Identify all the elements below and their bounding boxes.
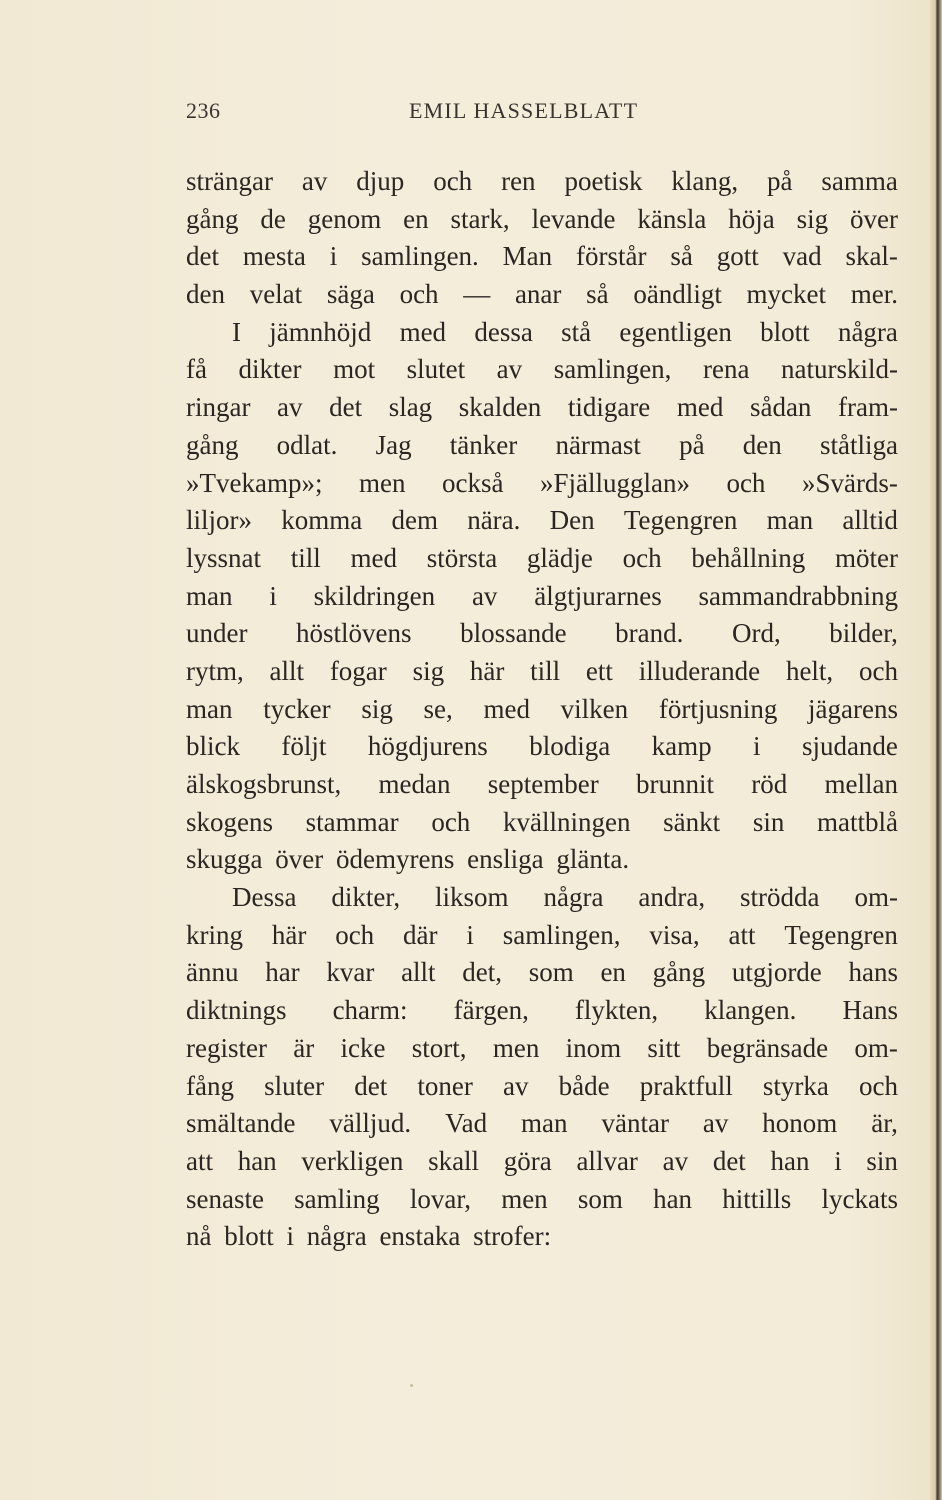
word: sänkt	[663, 806, 721, 837]
word: Den	[549, 505, 595, 536]
word: dessa	[474, 316, 533, 347]
word: kvar	[326, 957, 375, 988]
word: i	[329, 241, 338, 272]
word: visa,	[649, 919, 700, 950]
word: både	[558, 1070, 610, 1101]
word: begränsade	[706, 1032, 829, 1063]
word: —	[463, 279, 491, 310]
word: lovar,	[409, 1183, 471, 1214]
text-line	[186, 351, 898, 389]
word: ren	[501, 166, 536, 196]
word: hittills	[722, 1183, 792, 1214]
word: att	[728, 919, 756, 950]
text-line	[186, 766, 898, 804]
text-line	[186, 804, 898, 842]
word: styrka	[762, 1070, 829, 1101]
word: Dessa	[232, 882, 297, 913]
word: tidigare	[567, 392, 651, 423]
word: och	[859, 1070, 898, 1101]
word: höstlövens	[296, 618, 412, 649]
word: fång	[186, 1070, 234, 1101]
word: honom	[762, 1108, 838, 1139]
word: I	[232, 316, 241, 347]
word: behållning	[691, 542, 806, 573]
word: med	[483, 693, 530, 724]
word: allt	[401, 957, 436, 988]
word: liljor»	[186, 505, 252, 536]
word: i	[753, 731, 761, 762]
text-line	[186, 917, 898, 955]
word: sluter	[264, 1070, 325, 1101]
text-line: skugga över ödemyrens ensliga glänta.	[186, 844, 630, 875]
word: lyckats	[821, 1183, 898, 1214]
word: verkligen	[301, 1145, 404, 1176]
word: mycket	[746, 279, 827, 310]
word: de	[260, 203, 286, 234]
text-line	[186, 1105, 898, 1143]
word: förstår	[576, 241, 647, 272]
word: stort,	[411, 1032, 467, 1063]
word: mer.	[850, 279, 898, 310]
text-line	[186, 540, 898, 578]
word: velat	[249, 279, 303, 310]
word: skogens	[186, 806, 273, 837]
text-line	[186, 954, 898, 992]
word: sig	[361, 693, 393, 724]
word: Tegengren	[784, 919, 898, 950]
word: dem	[391, 505, 438, 536]
text-line	[186, 1030, 898, 1068]
word: glädje	[526, 542, 593, 573]
word: av	[503, 1070, 529, 1101]
word: och	[622, 542, 662, 573]
word: september	[487, 769, 599, 799]
text-line	[186, 615, 898, 653]
text-line	[186, 314, 898, 352]
word: skildringen	[313, 580, 436, 611]
word: som	[528, 957, 574, 988]
word: allvar	[576, 1145, 638, 1176]
text-line: nå blott i några enstaka strofer:	[186, 1221, 552, 1252]
word: förtjusning	[658, 693, 778, 724]
word: det	[712, 1145, 746, 1176]
paper-speck	[410, 1384, 413, 1387]
word: blossande	[460, 618, 567, 649]
word: den	[186, 279, 225, 310]
word: lyssnat	[186, 542, 262, 573]
word: i	[466, 919, 474, 950]
word: men	[358, 467, 406, 498]
word: med	[676, 392, 724, 423]
word: stammar	[305, 806, 399, 837]
word: bilder,	[829, 618, 898, 649]
word: blodiga	[529, 731, 611, 762]
word: egentligen	[619, 316, 732, 347]
word: på	[679, 429, 705, 460]
word: rena	[702, 354, 750, 385]
word: och	[399, 279, 439, 310]
word: här	[469, 655, 505, 686]
word: gång	[652, 957, 706, 988]
word: av	[496, 354, 523, 385]
word: kring	[186, 919, 243, 950]
word: största	[426, 542, 498, 573]
word: av	[277, 392, 303, 423]
text-line	[186, 1068, 898, 1106]
word: med	[399, 316, 447, 347]
word: sitt	[647, 1032, 681, 1063]
word: samlingen,	[502, 919, 621, 950]
word: dikter	[238, 354, 302, 385]
word: kamp	[651, 731, 712, 762]
text-line	[186, 691, 898, 729]
text-line	[186, 992, 898, 1030]
word: diktnings	[186, 995, 287, 1026]
word: gång	[186, 429, 239, 460]
word: medan	[378, 769, 451, 799]
word: rytm,	[186, 655, 244, 686]
word: höja	[728, 203, 775, 234]
word: dikter,	[331, 882, 401, 913]
word: av	[301, 166, 328, 196]
word: färgen,	[453, 995, 529, 1026]
word: stå	[561, 316, 592, 347]
word: utgjorde	[731, 957, 822, 988]
word: men	[492, 1032, 540, 1063]
word: Hans	[842, 995, 898, 1026]
word: man	[766, 505, 814, 536]
text-line	[186, 1181, 898, 1219]
word: »Fjällugglan»	[539, 467, 690, 498]
text-line	[186, 465, 898, 503]
word: om-	[854, 1032, 898, 1063]
word: tycker	[263, 693, 331, 724]
text-line	[186, 163, 898, 201]
word: man	[186, 580, 233, 611]
text-line	[186, 238, 898, 276]
word: stark,	[450, 203, 510, 234]
word: odlat.	[276, 429, 338, 460]
word: där	[403, 919, 438, 950]
word: Man	[502, 241, 553, 272]
word: få	[186, 354, 207, 385]
text-line	[186, 276, 898, 314]
word: vilken	[560, 693, 629, 724]
word: »Tvekamp»;	[186, 467, 323, 498]
word: kvällningen	[502, 806, 631, 837]
text-line	[186, 578, 898, 616]
word: känsla	[637, 203, 707, 234]
word: jämnhöjd	[269, 316, 372, 347]
word: av	[471, 580, 498, 611]
word: se,	[423, 693, 453, 724]
word: naturskild-	[781, 354, 898, 385]
word: Jag	[375, 429, 412, 460]
word: register	[186, 1032, 267, 1063]
word: klang,	[671, 166, 739, 196]
word: älskogsbrunst,	[186, 769, 342, 799]
word: med	[350, 542, 397, 573]
page-edge	[930, 0, 942, 1500]
word: oändligt	[633, 279, 722, 310]
word: blick	[186, 731, 240, 762]
word: sin	[752, 806, 785, 837]
word: möter	[835, 542, 898, 573]
word: helt,	[785, 655, 834, 686]
word: man	[521, 1108, 568, 1139]
text-line	[186, 427, 898, 465]
word: poetisk	[564, 166, 643, 196]
word: han	[770, 1145, 810, 1176]
word: samma	[821, 166, 898, 196]
word: toner	[417, 1070, 473, 1101]
word: sig	[796, 203, 829, 234]
word: Tegengren	[623, 505, 738, 536]
word: gott	[716, 241, 759, 272]
word: av	[702, 1108, 729, 1139]
word: att	[186, 1145, 213, 1176]
word: här	[271, 919, 307, 950]
word: väntar	[601, 1108, 669, 1139]
word: tänker	[449, 429, 518, 460]
text-line	[186, 389, 898, 427]
word: säga	[326, 279, 375, 310]
word: några	[837, 316, 898, 347]
word: har	[265, 957, 300, 988]
word: slag	[388, 392, 433, 423]
text-line	[186, 879, 898, 917]
word: sammandrabbning	[698, 580, 898, 611]
word: om-	[854, 882, 898, 913]
word: en	[600, 957, 626, 988]
word: följt	[281, 731, 327, 762]
word: djup	[356, 166, 405, 196]
word: illuderande	[638, 655, 761, 686]
word: det,	[462, 957, 503, 988]
text-line	[186, 728, 898, 766]
word: högdjurens	[367, 731, 488, 762]
word: liksom	[435, 882, 509, 913]
word: ännu	[186, 957, 239, 988]
word: och	[431, 806, 471, 837]
word: alltid	[842, 505, 898, 536]
word: vad	[782, 241, 822, 272]
word: inom	[565, 1032, 622, 1063]
word: en	[403, 203, 429, 234]
word: några	[543, 882, 604, 913]
word: samlingen,	[553, 354, 672, 385]
word: andra,	[638, 882, 706, 913]
word: fogar	[329, 655, 387, 686]
word: göra	[503, 1145, 552, 1176]
word: och	[858, 655, 898, 686]
word: genom	[307, 203, 382, 234]
word: så	[670, 241, 693, 272]
word: mellan	[824, 769, 898, 799]
word: sjudande	[801, 731, 898, 762]
word: men	[501, 1183, 548, 1214]
word: levande	[531, 203, 616, 234]
word: icke	[340, 1032, 386, 1063]
word: strödda	[740, 882, 820, 913]
body-text	[186, 163, 898, 1256]
word: nära.	[467, 505, 521, 536]
word: samling	[294, 1183, 380, 1214]
word: han	[237, 1145, 277, 1176]
word: ringar	[186, 392, 251, 423]
text-line	[186, 1143, 898, 1181]
word: under	[186, 618, 248, 649]
word: klangen.	[704, 995, 797, 1026]
word: man	[186, 693, 233, 724]
word: mot	[333, 354, 376, 385]
word: och	[433, 166, 473, 196]
word: jägarens	[808, 693, 898, 724]
word: av	[662, 1145, 689, 1176]
word: praktfull	[639, 1070, 733, 1101]
text-line	[186, 502, 898, 540]
word: brand.	[615, 618, 684, 649]
word: anar	[514, 279, 562, 310]
word: ett	[585, 655, 613, 686]
word: Vad	[445, 1108, 488, 1139]
word: till	[290, 542, 321, 573]
word: blott	[760, 316, 810, 347]
word: så	[586, 279, 609, 310]
word: det	[329, 392, 363, 423]
word: närmast	[555, 429, 641, 460]
word: gång	[186, 203, 239, 234]
word: mesta	[242, 241, 306, 272]
word: »Svärds-	[801, 467, 898, 498]
word: han	[653, 1183, 693, 1214]
word: sådan	[749, 392, 812, 423]
word: strängar	[186, 166, 273, 196]
word: är	[293, 1032, 315, 1063]
word: det	[186, 241, 219, 272]
word: i	[834, 1145, 842, 1176]
word: fram-	[838, 392, 898, 423]
word: sin	[866, 1145, 898, 1176]
word: den	[742, 429, 782, 460]
page-header	[186, 98, 666, 128]
word: över	[850, 203, 898, 234]
word: komma	[281, 505, 363, 536]
word: skall	[428, 1145, 480, 1176]
word: senaste	[186, 1183, 264, 1214]
word: och	[726, 467, 766, 498]
word: i	[269, 580, 277, 611]
text-line	[186, 201, 898, 239]
word: samlingen.	[361, 241, 479, 272]
word: charm:	[332, 995, 408, 1026]
word: till	[530, 655, 561, 686]
word: Ord,	[731, 618, 781, 649]
word: också	[441, 467, 504, 498]
word: skalden	[458, 392, 542, 423]
word: ståtliga	[819, 429, 898, 460]
running-title: EMIL HASSELBLATT	[409, 98, 639, 123]
word: smältande	[186, 1108, 296, 1139]
word: mattblå	[817, 806, 898, 837]
word: allt	[269, 655, 305, 686]
word: flykten,	[574, 995, 659, 1026]
text-line	[186, 653, 898, 691]
word: brunnit	[635, 769, 714, 799]
word: sig	[412, 655, 445, 686]
word: som	[577, 1183, 623, 1214]
word: är,	[871, 1108, 898, 1139]
word: slutet	[406, 354, 466, 385]
word: det	[354, 1070, 388, 1101]
word: på	[767, 166, 793, 196]
word: röd	[751, 769, 788, 799]
word: skal-	[845, 241, 898, 272]
word: älgtjurarnes	[534, 580, 662, 611]
word: hans	[848, 957, 898, 988]
page-number: 236	[186, 98, 221, 123]
word: och	[335, 919, 375, 950]
word: välljud.	[329, 1108, 412, 1139]
